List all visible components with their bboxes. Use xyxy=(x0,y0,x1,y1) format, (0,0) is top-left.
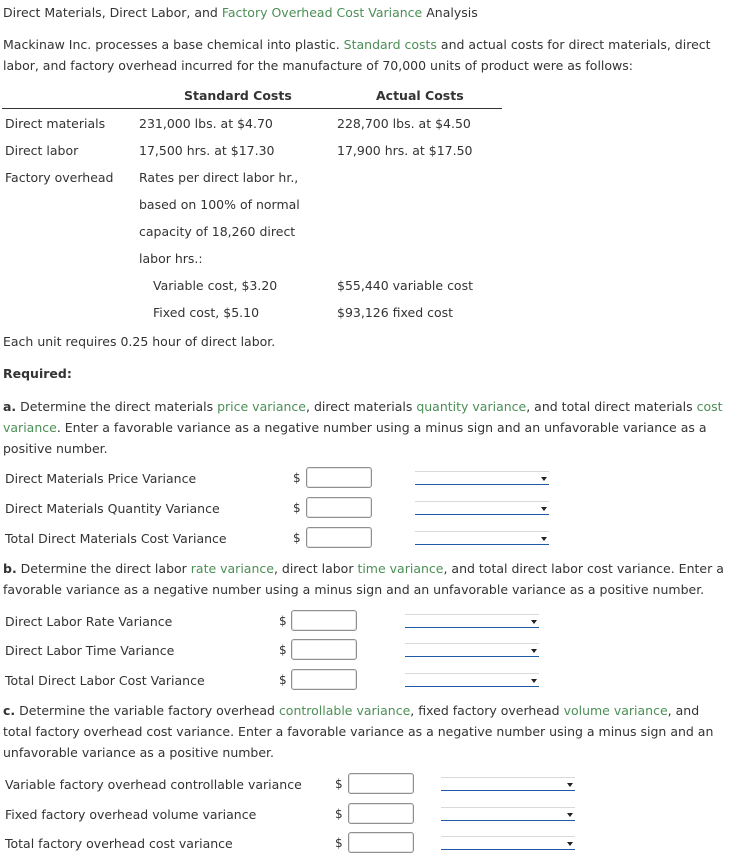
dl-total-cost-variance-label: Total Direct Labor Cost Variance xyxy=(5,673,205,688)
overhead-line: labor hrs.: xyxy=(139,251,203,266)
dollar-sign: $ xyxy=(335,777,343,791)
dollar-sign: $ xyxy=(335,836,343,850)
term-link-quantity-variance[interactable]: quantity variance xyxy=(416,399,527,414)
ffo-volume-variance-input[interactable] xyxy=(348,803,414,824)
term-link-price-variance[interactable]: price variance xyxy=(217,399,306,414)
part-b-instructions: b. Determine the direct labor rate variance, direct labor time variance, and total direct labor cost variance. Enter a favorable variance as a negative number using a minus sign and an unfavorable variance as a positive number. xyxy=(3,561,724,597)
vfo-controllable-variance-label: Variable factory overhead controllable variance xyxy=(5,777,302,792)
dl-rate-variance-label: Direct Labor Rate Variance xyxy=(5,614,173,629)
term-link-volume-variance[interactable]: volume variance xyxy=(563,703,668,718)
standard-direct-materials: 231,000 lbs. at $4.70 xyxy=(139,116,273,131)
term-link-factory-overhead-cost-variance[interactable]: Factory Overhead Cost Variance xyxy=(221,5,423,20)
dollar-sign: $ xyxy=(279,673,287,687)
standard-direct-labor: 17,500 hrs. at $17.30 xyxy=(139,143,275,158)
actual-fixed-cost: $93,126 fixed cost xyxy=(337,305,454,320)
part-c-instructions: c. Determine the variable factory overhead controllable variance, fixed factory overhead volume variance, and total factory overhead cost variance. Enter a favorable variance as a negative number using a minus sign and an unfavorable variance as a positive number. xyxy=(3,703,714,760)
term-link-time-variance[interactable]: time variance xyxy=(357,561,444,576)
dl-time-variance-select[interactable] xyxy=(405,643,539,657)
ffo-volume-variance-label: Fixed factory overhead volume variance xyxy=(5,807,257,822)
dm-price-variance-input[interactable] xyxy=(306,467,372,488)
dollar-sign: $ xyxy=(293,471,301,485)
dollar-sign: $ xyxy=(279,614,287,628)
dl-rate-variance-input[interactable] xyxy=(291,610,357,631)
dl-time-variance-input[interactable] xyxy=(291,639,357,660)
actual-direct-materials: 228,700 lbs. at $4.50 xyxy=(337,116,471,131)
dm-total-cost-variance-input[interactable] xyxy=(306,527,372,548)
dollar-sign: $ xyxy=(335,807,343,821)
row-label-factory-overhead: Factory overhead xyxy=(5,170,114,185)
dm-total-cost-variance-select[interactable] xyxy=(415,531,549,545)
intro-paragraph: Mackinaw Inc. processes a base chemical into plastic. Standard costs and actual costs for direct materials, direct labor, and factory overhead incurred for the manufacture of 70,000 units of product were as follows: xyxy=(3,37,711,73)
ffo-volume-variance-select[interactable] xyxy=(441,807,575,821)
required-heading: Required: xyxy=(3,366,72,381)
dl-rate-variance-select[interactable] xyxy=(405,614,539,628)
header-standard-costs: Standard Costs xyxy=(184,88,292,103)
fo-total-cost-variance-label: Total factory overhead cost variance xyxy=(5,836,233,851)
term-link-standard-costs[interactable]: Standard costs xyxy=(343,37,437,52)
standard-fixed-cost: Fixed cost, $5.10 xyxy=(153,305,260,320)
fo-total-cost-variance-select[interactable] xyxy=(441,836,575,850)
row-label-direct-materials: Direct materials xyxy=(5,116,106,131)
dollar-sign: $ xyxy=(279,643,287,657)
term-link-controllable-variance[interactable]: controllable variance xyxy=(278,703,411,718)
table-header-divider xyxy=(2,108,502,109)
dm-total-cost-variance-label: Total Direct Materials Cost Variance xyxy=(5,531,227,546)
vfo-controllable-variance-input[interactable] xyxy=(348,773,414,794)
dm-price-variance-select[interactable] xyxy=(415,471,549,485)
dl-total-cost-variance-select[interactable] xyxy=(405,673,539,687)
actual-direct-labor: 17,900 hrs. at $17.50 xyxy=(337,143,473,158)
page-title: Direct Materials, Direct Labor, and Factory Overhead Cost Variance Analysis xyxy=(3,5,478,20)
dl-total-cost-variance-input[interactable] xyxy=(291,669,357,690)
term-link-rate-variance[interactable]: rate variance xyxy=(190,561,274,576)
dm-quantity-variance-label: Direct Materials Quantity Variance xyxy=(5,501,220,516)
dl-time-variance-label: Direct Labor Time Variance xyxy=(5,643,175,658)
header-actual-costs: Actual Costs xyxy=(376,88,464,103)
standard-variable-cost: Variable cost, $3.20 xyxy=(153,278,278,293)
overhead-line: capacity of 18,260 direct xyxy=(139,224,296,239)
fo-total-cost-variance-input[interactable] xyxy=(348,832,414,853)
vfo-controllable-variance-select[interactable] xyxy=(441,777,575,791)
part-a-instructions: a. Determine the direct materials price variance, direct materials quantity variance, and total direct materials cost variance. Enter a favorable variance as a negative number using a minus sign and an unfavorable variance as a positive number. xyxy=(3,399,723,456)
dm-quantity-variance-input[interactable] xyxy=(306,497,372,518)
dm-quantity-variance-select[interactable] xyxy=(415,501,549,515)
unit-note: Each unit requires 0.25 hour of direct labor. xyxy=(3,334,276,349)
dollar-sign: $ xyxy=(293,531,301,545)
standard-factory-overhead: Rates per direct labor hr., xyxy=(139,170,299,185)
dm-price-variance-label: Direct Materials Price Variance xyxy=(5,471,197,486)
overhead-line: based on 100% of normal xyxy=(139,197,300,212)
dollar-sign: $ xyxy=(293,501,301,515)
term-link-cost-variance[interactable]: cost variance xyxy=(3,399,723,435)
row-label-direct-labor: Direct labor xyxy=(5,143,79,158)
actual-variable-cost: $55,440 variable cost xyxy=(337,278,473,293)
